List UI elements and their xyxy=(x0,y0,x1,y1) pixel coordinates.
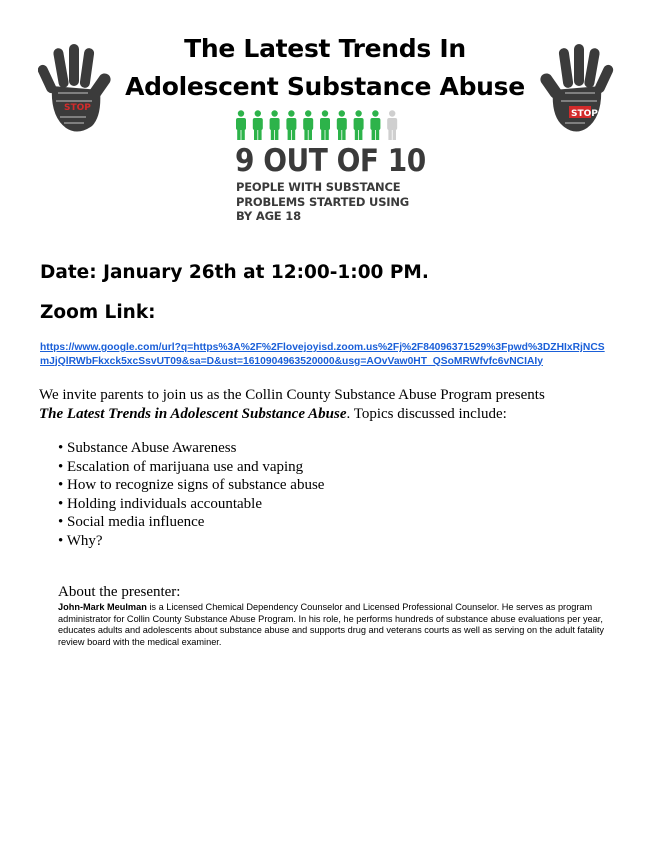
list-item: • Why? xyxy=(58,532,324,551)
person-icon-highlighted xyxy=(270,110,280,140)
list-item: • Substance Abuse Awareness xyxy=(58,439,324,458)
presenter-bio-text: is a Licensed Chemical Dependency Counselor and Licensed Professional Counselor. He serves as program administrator for Collin County Substance Abuse Program. In his role, he performs hundreds of substance abuse evaluations per year, educates adults and adolescents about substance abuse and supports drug and veterans courts as well as serving on the adult fatality review board with the medical examiner. xyxy=(58,602,604,647)
event-date: Date: January 26th at 12:00-1:00 PM. xyxy=(40,262,429,283)
stop-hand-right-icon xyxy=(535,42,615,137)
presenter-name: John-Mark Meulman xyxy=(58,602,147,612)
stat-caption xyxy=(236,180,411,224)
person-icon-highlighted xyxy=(354,110,364,140)
stat-caption-line1: PEOPLE WITH SUBSTANCE xyxy=(236,180,401,194)
list-item: • Social media influence xyxy=(58,513,324,532)
stop-word-left: STOP xyxy=(64,103,91,113)
list-item: • How to recognize signs of substance abuse xyxy=(58,476,324,495)
person-icon-highlighted xyxy=(286,110,296,140)
presenter-bio xyxy=(58,602,613,648)
people-icons-row xyxy=(232,110,412,142)
stat-headline: 9 OUT OF 10 xyxy=(235,142,426,179)
program-title: The Latest Trends in Adolescent Substance Abuse xyxy=(39,406,347,422)
intro-text: We invite parents to join us as the Collin County Substance Abuse Program presents xyxy=(39,387,545,403)
person-icon-highlighted xyxy=(320,110,330,140)
person-icon-highlighted xyxy=(253,110,263,140)
zoom-link[interactable]: https://www.google.com/url?q=https%3A%2F%2Flovejoyisd.zoom.us%2Fj%2F84096371529%3Fpwd%3DZHIxRjNCSmJjQlRWbFkxck5xcSsvUT09&sa=D&ust=1610904963520000&usg=AOvVaw0HT_QSoMRWfvfc6vNCIAIy xyxy=(40,342,605,367)
person-icon-highlighted xyxy=(303,110,313,140)
stat-caption-line3: BY AGE 18 xyxy=(236,209,301,223)
zoom-heading: Zoom Link: xyxy=(40,302,156,323)
intro-text-after: . Topics discussed include: xyxy=(346,406,507,422)
stop-hand-left-icon xyxy=(38,42,118,137)
person-icon-highlighted xyxy=(337,110,347,140)
stop-word-right: STOP xyxy=(571,109,598,119)
page-title-line2: Adolescent Substance Abuse xyxy=(125,72,525,101)
topics-list xyxy=(58,439,324,551)
stat-caption-line2: PROBLEMS STARTED USING xyxy=(236,194,410,209)
intro-paragraph xyxy=(39,386,619,424)
person-icon-highlighted xyxy=(236,110,246,140)
presenter-heading: About the presenter: xyxy=(58,584,181,600)
person-icon-dim xyxy=(387,110,397,140)
list-item: • Holding individuals accountable xyxy=(58,495,324,514)
page-title-line1: The Latest Trends In xyxy=(184,34,466,63)
list-item: • Escalation of marijuana use and vaping xyxy=(58,458,324,477)
person-icon-highlighted xyxy=(370,110,380,140)
